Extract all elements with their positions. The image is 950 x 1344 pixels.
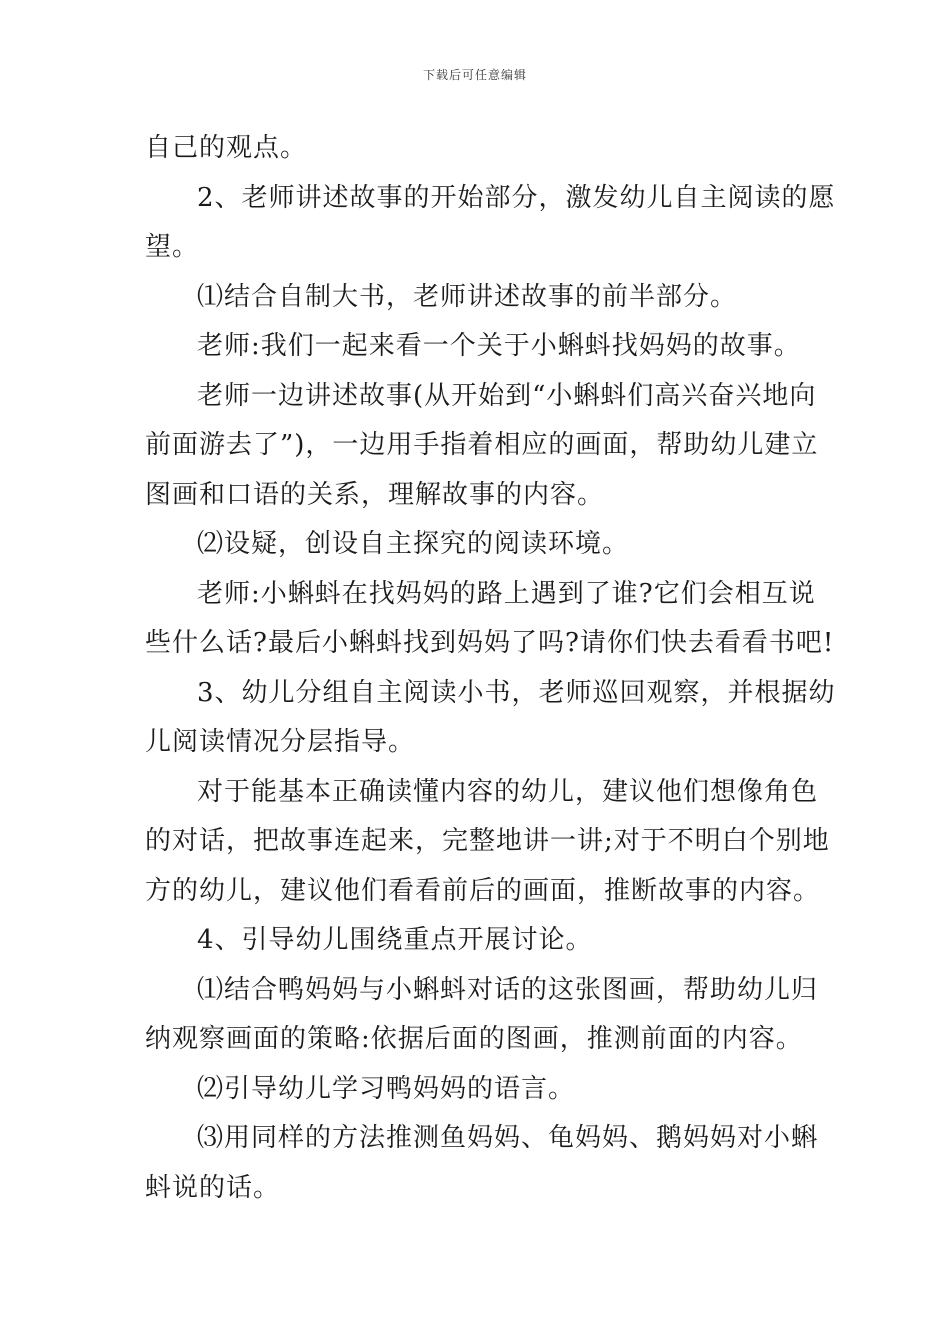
text-line: 儿阅读情况分层指导。 [145, 727, 416, 757]
text-line: 2、老师讲述故事的开始部分，激发幼儿自主阅读的愿 [197, 182, 836, 213]
text-line: 蚪说的话。 [145, 1172, 281, 1203]
text-line: 老师一边讲述故事(从开始到“小蝌蚪们高兴奋兴地向 [197, 380, 817, 411]
text-line: 对于能基本正确读懂内容的幼儿，建议他们想像角色 [197, 776, 819, 807]
text-line: 望。 [145, 232, 200, 262]
body-text [145, 124, 836, 1213]
text-line: 图画和口语的关系，理解故事的内容。 [145, 479, 605, 510]
text-line: ⑴结合自制大书，老师讲述故事的前半部分。 [197, 281, 738, 312]
text-line: 方的幼儿，建议他们看看前后的画面，推断故事的内容。 [145, 875, 821, 906]
text-line: ⑴结合鸭妈妈与小蝌蚪对话的这张图画，帮助幼儿归 [197, 974, 819, 1005]
text-line: ⑶用同样的方法推测鱼妈妈、龟妈妈、鹅妈妈对小蝌 [197, 1123, 819, 1153]
page-header: 下载后可任意编辑 [422, 68, 527, 82]
text-line: 老师:我们一起来看一个关于小蝌蚪找妈妈的故事。 [197, 331, 801, 361]
text-line: 些什么话?最后小蝌蚪找到妈妈了吗?请你们快去看看书吧! [145, 628, 835, 658]
text-line: 的对话，把故事连起来，完整地讲一讲;对于不明白个别地 [145, 826, 830, 856]
text-line: 3、幼儿分组自主阅读小书，老师巡回观察，并根据幼 [197, 677, 836, 708]
text-line: ⑵引导幼儿学习鸭妈妈的语言。 [197, 1073, 576, 1104]
text-line: 前面游去了”)，一边用手指着相应的画面，帮助幼儿建立 [145, 430, 819, 460]
text-line: ⑵设疑，创设自主探究的阅读环境。 [197, 529, 630, 559]
text-line: 4、引导幼儿围绕重点开展讨论。 [197, 925, 593, 955]
text-line: 纳观察画面的策略:依据后面的图画，推测前面的内容。 [145, 1024, 803, 1054]
text-line: 自己的观点。 [145, 133, 308, 163]
text-line: 老师:小蝌蚪在找妈妈的路上遇到了谁?它们会相互说 [197, 578, 816, 609]
